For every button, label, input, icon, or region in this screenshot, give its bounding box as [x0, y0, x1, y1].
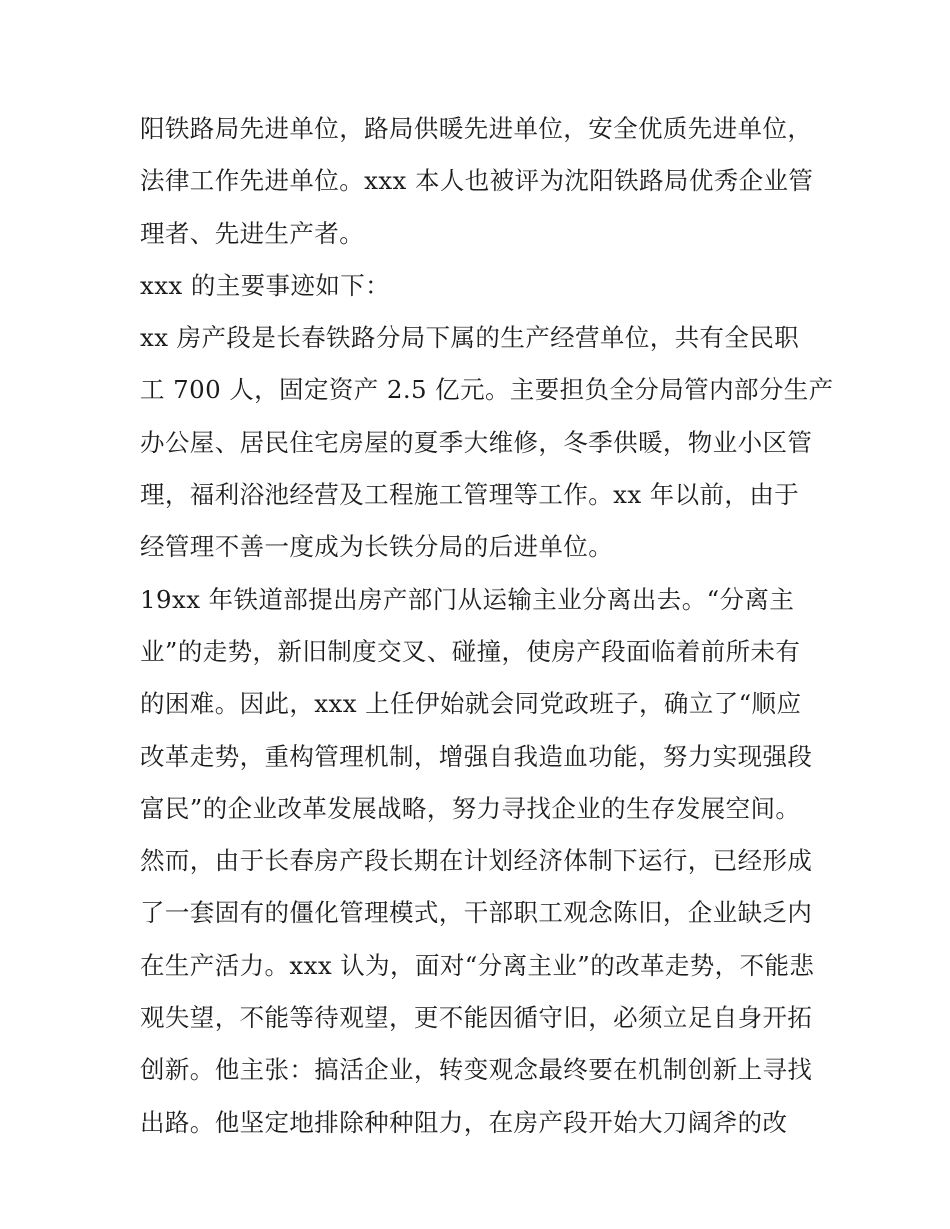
text-line: 经管理不善一度成为长铁分局的后进单位。	[140, 532, 614, 562]
text-line: 观失望，不能等待观望，更不能因循守旧，必须立足自身开拓	[140, 1003, 813, 1033]
text-line: 在生产活力。xxx 认为，面对“分离主业”的改革走势，不能悲	[140, 950, 815, 980]
text-line: 工 700 人，固定资产 2.5 亿元。主要担负全分局管内部分生产	[140, 375, 834, 405]
text-line: 理，福利浴池经营及工程施工管理等工作。xx 年以前，由于	[140, 480, 800, 510]
text-line: 业”的走势，新旧制度交叉、碰撞，使房产段面临着前所未有	[140, 636, 801, 666]
text-line: 了一套固有的僵化管理模式，干部职工观念陈旧，企业缺乏内	[140, 898, 813, 928]
text-line: 阳铁路局先进单位，路局供暖先进单位，安全优质先进单位，	[140, 114, 813, 143]
text-line: 19xx 年铁道部提出房产部门从运输主业分离出去。“分离主	[140, 584, 795, 614]
text-line: 理者、先进生产者。	[140, 218, 365, 248]
text-line: 法律工作先进单位。xxx 本人也被评为沈阳铁路局优秀企业管	[140, 166, 814, 196]
text-line: xxx 的主要事迹如下：	[140, 270, 391, 300]
text-line: 的困难。因此，xxx 上任伊始就会同党政班子，确立了“顺应	[140, 689, 802, 719]
text-line: 出路。他坚定地排除种种阻力，在房产段开始大刀阔斧的改	[140, 1107, 788, 1137]
text-line: 办公屋、居民住宅房屋的夏季大维修，冬季供暖，物业小区管	[140, 427, 813, 457]
document-body	[140, 103, 834, 1149]
text-line: xx 房产段是长春铁路分局下属的生产经营单位，共有全民职	[140, 323, 800, 353]
text-line: 富民”的企业改革发展战略，努力寻找企业的生存发展空间。	[140, 793, 801, 823]
text-line: 然而，由于长春房产段长期在计划经济体制下运行，已经形成	[140, 846, 813, 876]
text-line: 创新。他主张：搞活企业，转变观念最终要在机制创新上寻找	[140, 1055, 813, 1085]
text-line: 改革走势，重构管理机制，增强自我造血功能，努力实现强段	[140, 741, 813, 771]
